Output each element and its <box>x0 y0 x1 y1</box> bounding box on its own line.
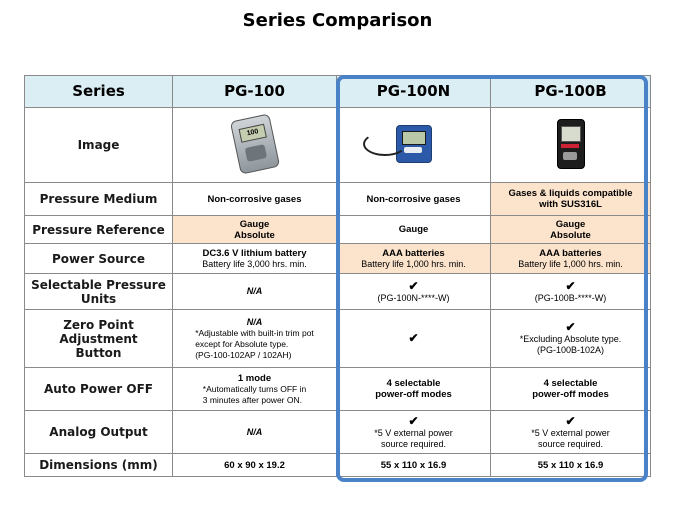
cell-units-pg-100b <box>491 274 651 310</box>
units-pg-100n-model: (PG-100N-****-W) <box>377 292 450 303</box>
zero-pg-100-note-line1: *Adjustable with built-in trim pot <box>195 327 314 338</box>
row-label-dimensions: Dimensions (mm) <box>25 454 173 477</box>
auto-pg-100b-line2: power-off modes <box>532 389 609 400</box>
row-label-selectable-units <box>25 274 173 310</box>
row-label-power-source: Power Source <box>25 244 173 274</box>
auto-pg-100n-line2: power-off modes <box>375 389 452 400</box>
comparison-table <box>24 75 651 477</box>
row-label-auto-power: Auto Power OFF <box>25 368 173 411</box>
check-icon: ✔ <box>565 413 576 428</box>
zero-point-label-line2: Button <box>75 345 122 360</box>
cell-analog-pg-100b <box>491 411 651 454</box>
cell-units-pg-100: N/A <box>173 274 337 310</box>
medium-pg-100b-line2: with SUS316L <box>539 199 602 210</box>
check-icon: ✔ <box>565 320 576 334</box>
row-auto-power <box>25 368 651 411</box>
cell-power-pg-100 <box>173 244 337 274</box>
cell-dimensions-pg-100: 60 x 90 x 19.2 <box>173 454 337 477</box>
table-header-row <box>25 76 651 108</box>
analog-pg-100b-line2: source required. <box>537 438 604 449</box>
cell-image-pg-100 <box>173 108 337 183</box>
units-pg-100b-model: (PG-100B-****-W) <box>534 292 607 303</box>
auto-pg-100-note <box>203 384 306 406</box>
row-label-analog-output: Analog Output <box>25 411 173 454</box>
power-pg-100n-line1: AAA batteries <box>382 247 445 259</box>
cell-reference-pg-100 <box>173 216 337 244</box>
PG-100B-device-icon <box>557 119 585 169</box>
medium-pg-100b-line1: Gases & liquids compatible <box>508 188 633 199</box>
cell-reference-pg-100n: Gauge <box>337 216 491 244</box>
cell-auto-pg-100n <box>337 368 491 411</box>
reference-pg-100-line1: Gauge <box>239 218 270 230</box>
selectable-units-label-line1: Selectable Pressure <box>31 277 166 292</box>
cell-image-pg-100b <box>491 108 651 183</box>
comparison-table-wrapper <box>24 75 652 477</box>
cell-dimensions-pg-100n: 55 x 110 x 16.9 <box>337 454 491 477</box>
row-zero-point <box>25 310 651 368</box>
zero-pg-100-na: N/A <box>246 316 263 327</box>
auto-pg-100-note-line2: 3 minutes after power ON. <box>202 394 302 405</box>
cell-auto-pg-100 <box>173 368 337 411</box>
reference-pg-100b-line2: Absolute <box>550 229 591 241</box>
row-power-source <box>25 244 651 274</box>
cell-zero-pg-100 <box>173 310 337 368</box>
cell-medium-pg-100b <box>491 183 651 216</box>
row-dimensions <box>25 454 651 477</box>
cell-auto-pg-100b <box>491 368 651 411</box>
power-pg-100-line1: DC3.6 V lithium battery <box>202 247 307 259</box>
analog-pg-100n-line1: *5 V external power <box>374 427 453 438</box>
row-analog-output <box>25 411 651 454</box>
PG-100-device-icon: 100 <box>229 113 279 174</box>
zero-point-label-line1: Zero Point Adjustment <box>59 317 138 346</box>
row-pressure-reference <box>25 216 651 244</box>
cell-medium-pg-100n: Non-corrosive gases <box>337 183 491 216</box>
analog-pg-100n-line2: source required. <box>380 438 447 449</box>
cell-image-pg-100n <box>337 108 491 183</box>
auto-pg-100n-line1: 4 selectable <box>386 378 441 389</box>
header-pg-100b: PG-100B <box>491 76 651 108</box>
check-icon: ✔ <box>408 331 419 345</box>
zero-pg-100-note <box>195 328 314 361</box>
analog-pg-100b-line1: *5 V external power <box>531 427 610 438</box>
auto-pg-100-note-line1: *Automatically turns OFF in <box>202 383 307 394</box>
auto-pg-100-mode: 1 mode <box>237 372 272 384</box>
check-icon: ✔ <box>408 413 419 428</box>
power-pg-100n-line2: Battery life 1,000 hrs. min. <box>361 258 466 269</box>
cell-dimensions-pg-100b: 55 x 110 x 16.9 <box>491 454 651 477</box>
cell-power-pg-100n <box>337 244 491 274</box>
cell-units-pg-100n <box>337 274 491 310</box>
cell-zero-pg-100b <box>491 310 651 368</box>
row-image <box>25 108 651 183</box>
page-title: Series Comparison <box>242 10 433 31</box>
row-label-image: Image <box>25 108 173 183</box>
cell-reference-pg-100b <box>491 216 651 244</box>
reference-pg-100-line2: Absolute <box>234 229 275 241</box>
check-icon: ✔ <box>408 278 419 293</box>
header-pg-100: PG-100 <box>173 76 337 108</box>
cell-analog-pg-100: N/A <box>173 411 337 454</box>
selectable-units-label-line2: Units <box>80 291 117 306</box>
row-label-pressure-reference: Pressure Reference <box>25 216 173 244</box>
power-pg-100-line2: Battery life 3,000 hrs. min. <box>202 258 307 269</box>
zero-pg-100b-note-line2: (PG-100B-102A) <box>536 345 605 355</box>
power-pg-100b-line2: Battery life 1,000 hrs. min. <box>518 258 623 269</box>
power-pg-100b-line1: AAA batteries <box>539 247 602 259</box>
reference-pg-100b-line1: Gauge <box>555 218 586 230</box>
zero-pg-100-note-line3: (PG-100-102AP / 102AH) <box>195 349 292 360</box>
cell-analog-pg-100n <box>337 411 491 454</box>
cell-power-pg-100b <box>491 244 651 274</box>
auto-pg-100b-line1: 4 selectable <box>543 378 598 389</box>
cell-medium-pg-100: Non-corrosive gases <box>173 183 337 216</box>
zero-pg-100b-note-line1: *Excluding Absolute type. <box>519 334 622 344</box>
header-pg-100n: PG-100N <box>337 76 491 108</box>
row-label-pressure-medium: Pressure Medium <box>25 183 173 216</box>
row-pressure-medium <box>25 183 651 216</box>
header-series: Series <box>25 76 173 108</box>
cell-zero-pg-100n <box>337 310 491 368</box>
row-selectable-units <box>25 274 651 310</box>
row-label-zero-point <box>25 310 173 368</box>
PG-100N-device-icon <box>396 125 432 163</box>
check-icon: ✔ <box>565 278 576 293</box>
zero-pg-100-note-line2: except for Absolute type. <box>195 338 289 349</box>
